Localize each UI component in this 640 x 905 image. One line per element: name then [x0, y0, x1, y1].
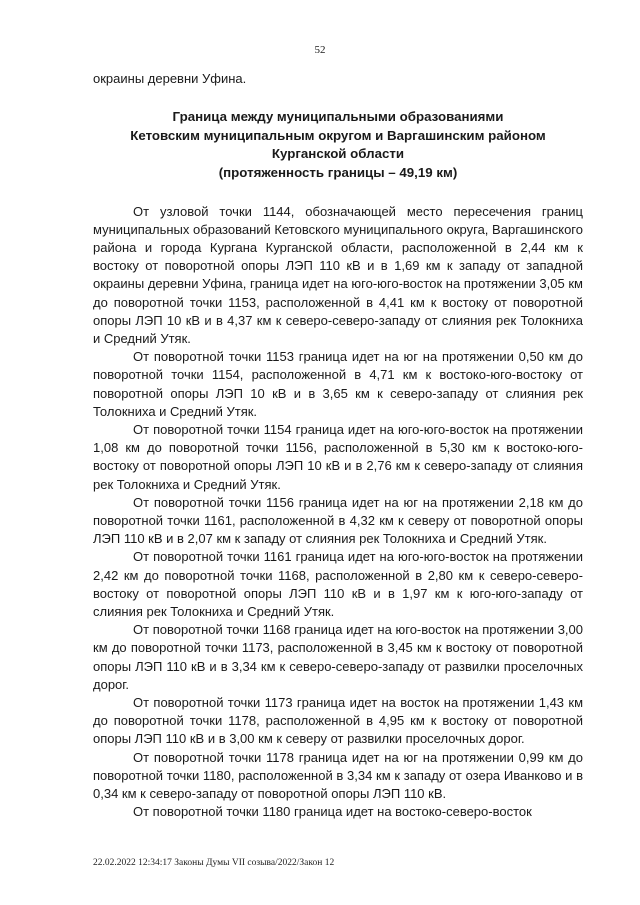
footer-stamp: 22.02.2022 12:34:17 Законы Думы VII созыва/2022/Закон 12	[93, 858, 335, 868]
page-number: 52	[314, 44, 326, 56]
paragraph: От поворотной точки 1153 граница идет на юг на протяжении 0,50 км до поворотной точки 1154, расположенной в 4,71 км к востоко-юго-востоку от поворотной опоры ЛЭП 10 кВ и в 3,65 км к северо-западу от слияния рек Толокниха и Средний Утяк.	[93, 349, 583, 419]
paragraph: От поворотной точки 1178 граница идет на юг на протяжении 0,99 км до поворотной точки 1180, расположенной в 3,34 км к западу от озера Иванково и в 0,34 км к северо-западу от поворотной опоры ЛЭП 110 кВ.	[93, 749, 583, 802]
paragraph-list	[93, 203, 583, 822]
heading-line-2: Кетовским муниципальным округом и Варгашинским районом	[130, 127, 546, 143]
heading-line-4: (протяженность границы – 49,19 км)	[218, 164, 458, 180]
paragraph: От поворотной точки 1168 граница идет на юго-восток на протяжении 3,00 км до поворотной точки 1173, расположенной в 3,45 км к востоку от поворотной опоры ЛЭП 110 кВ и в 3,34 км к северо-северо-западу от развилки проселочных дорог.	[93, 622, 583, 692]
heading-line-3: Курганской области	[271, 146, 405, 162]
paragraph: От поворотной точки 1161 граница идет на юго-юго-восток на протяжении 2,42 км до поворотной точки 1168, расположенной в 2,80 км к северо-северо-востоку от поворотной опоры ЛЭП 110 кВ и в 1,97 км к юго-юго-западу от слияния рек Толокниха и Средний Утяк.	[93, 549, 583, 620]
section-heading	[93, 108, 583, 182]
continuation-text: окраины деревни Уфина.	[93, 71, 247, 86]
document-body	[93, 70, 583, 821]
paragraph: От поворотной точки 1156 граница идет на юг на протяжении 2,18 км до поворотной точки 1161, расположенной в 4,32 км к северу от поворотной опоры ЛЭП 110 кВ и в 2,07 км к западу от слияния рек Толокниха и Средний Утяк.	[93, 494, 583, 547]
heading-line-1: Граница между муниципальными образованиями	[172, 109, 504, 125]
paragraph: От поворотной точки 1180 граница идет на востоко-северо-восток	[133, 804, 532, 820]
paragraph: От поворотной точки 1173 граница идет на восток на протяжении 1,43 км до поворотной точки 1178, расположенной в 4,95 км к востоку от поворотной опоры ЛЭП 110 кВ и в 3,00 км к северу от развилки проселочных дорог.	[93, 695, 583, 747]
paragraph: От поворотной точки 1154 граница идет на юго-юго-восток на протяжении 1,08 км до поворотной точки 1156, расположенной в 5,30 км к востоко-юго-востоку от поворотной опоры ЛЭП 10 кВ и в 2,76 км к северо-западу от слияния рек Толокниха и Средний Утяк.	[93, 422, 583, 492]
paragraph: От узловой точки 1144, обозначающей место пересечения границ муниципальных образований Кетовского муниципального округа, Варгашинского района и города Кургана Курганской области, расположенной в 2,44 км к востоку от поворотной опоры ЛЭП 110 кВ и в 1,69 км к западу от западной окраины деревни Уфина, граница идет на юго-юго-восток на протяжении 3,05 км до поворотной точки 1153, расположенной в 4,41 км к востоку от поворотной опоры ЛЭП 10 кВ и в 4,37 км к северо-северо-западу от слияния рек Толокниха и Средний Утяк.	[93, 203, 583, 346]
